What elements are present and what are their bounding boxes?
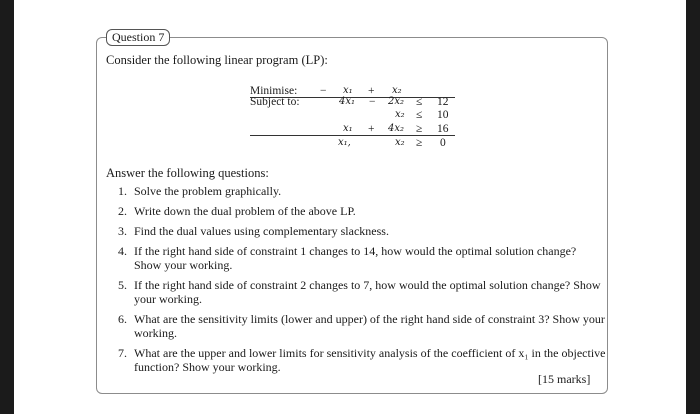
list-item bbox=[106, 278, 606, 306]
constraint-operator: + bbox=[368, 123, 375, 135]
constraint-rhs: 16 bbox=[437, 123, 449, 135]
question-text: Find the dual values using complementary slackness. bbox=[134, 224, 389, 238]
constraints-rule bbox=[250, 135, 455, 136]
constraint-term-2: 4x₂ bbox=[388, 123, 405, 134]
constraint-term-2: 2x₂ bbox=[388, 96, 405, 107]
objective-term-1: x₁ bbox=[343, 85, 353, 96]
constraint-rhs: 12 bbox=[437, 96, 449, 108]
question-number: 6. bbox=[118, 312, 127, 326]
constraint-operator: − bbox=[369, 96, 376, 108]
list-item bbox=[106, 204, 606, 218]
question-list bbox=[106, 184, 606, 380]
intro-text: Consider the following linear program (LP): bbox=[106, 53, 328, 67]
list-item bbox=[106, 312, 606, 340]
question-text: If the right hand side of constraint 1 changes to 14, how would the optimal solution change? Show your working. bbox=[134, 244, 577, 272]
constraint-term-1: x₁, bbox=[338, 137, 351, 148]
question-number: 3. bbox=[118, 224, 127, 238]
constraint-row bbox=[250, 137, 460, 151]
minimise-label: Minimise: bbox=[250, 85, 298, 97]
list-item bbox=[106, 184, 606, 198]
constraint-relation: ≥ bbox=[416, 123, 423, 135]
objective-operator: + bbox=[368, 85, 375, 97]
answer-heading: Answer the following questions: bbox=[106, 166, 269, 180]
question-text: What are the sensitivity limits (lower and upper) of the right hand side of constraint 3? Show your working. bbox=[134, 312, 605, 340]
constraint-relation: ≤ bbox=[416, 96, 423, 108]
constraint-rhs: 0 bbox=[440, 137, 446, 149]
question-number: 4. bbox=[118, 244, 127, 258]
objective-sign: − bbox=[320, 85, 327, 97]
question-tag: Question 7 bbox=[106, 29, 170, 46]
question-number: 7. bbox=[118, 346, 127, 360]
list-item bbox=[106, 224, 606, 238]
subject-to-label: Subject to: bbox=[250, 96, 300, 108]
question-number: 5. bbox=[118, 278, 127, 292]
list-item bbox=[106, 244, 606, 272]
constraint-term-1: 4x₁ bbox=[339, 96, 356, 107]
question-text: Solve the problem graphically. bbox=[134, 184, 282, 198]
marks-label: [15 marks] bbox=[538, 372, 591, 386]
constraint-rhs: 10 bbox=[437, 109, 449, 121]
constraint-relation: ≤ bbox=[416, 109, 423, 121]
constraint-row bbox=[250, 96, 460, 110]
objective-term-2: x₂ bbox=[392, 85, 402, 96]
constraint-term-2: x₂ bbox=[395, 109, 405, 120]
constraint-term-2: x₂ bbox=[395, 137, 405, 148]
list-item bbox=[106, 346, 606, 374]
question-text: What are the upper and lower limits for sensitivity analysis of the coefficient of x₁ in the objective function? Show your working. bbox=[134, 346, 606, 374]
constraint-row bbox=[250, 109, 460, 123]
question-number: 1. bbox=[118, 184, 127, 198]
constraint-relation: ≥ bbox=[416, 137, 423, 149]
question-text: If the right hand side of constraint 2 changes to 7, how would the optimal solution change? Show your working. bbox=[134, 278, 601, 306]
constraint-term-1: x₁ bbox=[343, 123, 353, 134]
question-number: 2. bbox=[118, 204, 127, 218]
question-text: Write down the dual problem of the above LP. bbox=[134, 204, 356, 218]
